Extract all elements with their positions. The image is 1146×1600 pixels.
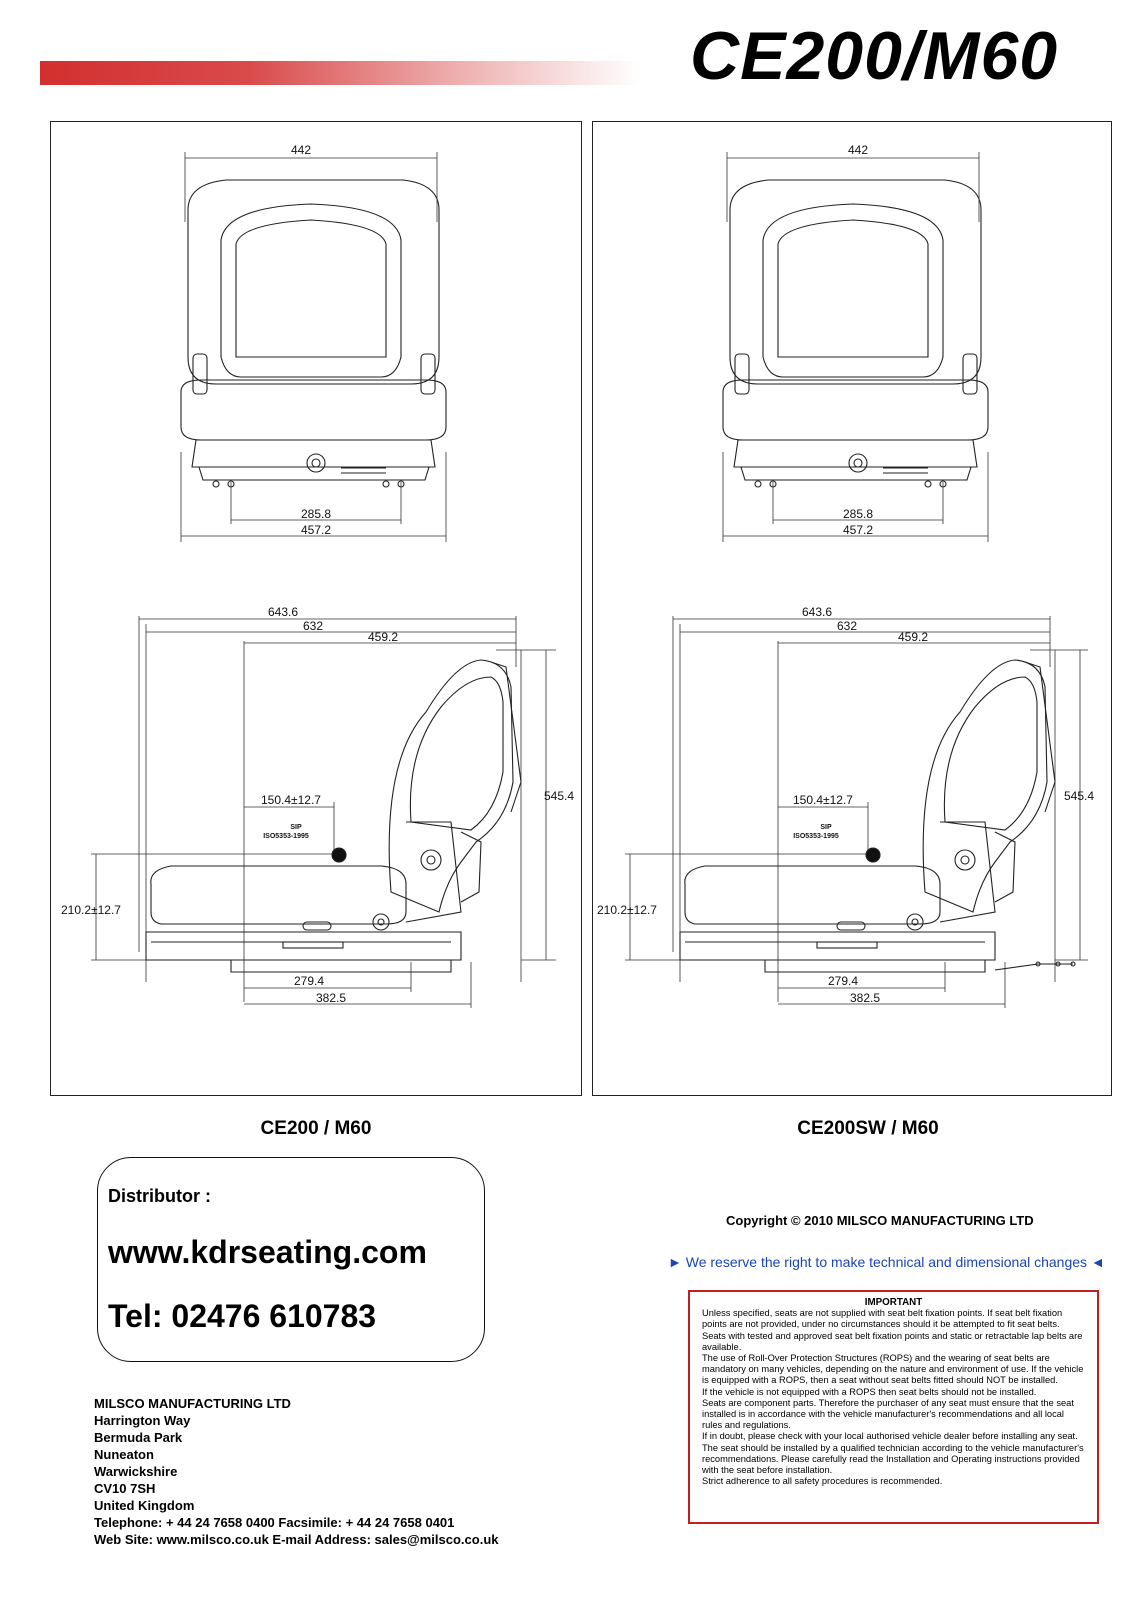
caption-ce200sw: CE200SW / M60 bbox=[797, 1118, 939, 1139]
dim-sip-height: 210.2±12.7 bbox=[597, 903, 657, 917]
important-notice-box bbox=[688, 1290, 1099, 1524]
manufacturer-address bbox=[94, 1395, 499, 1548]
dim-side-height: 545.4 bbox=[1063, 789, 1095, 803]
important-paragraph: Unless specified, seats are not supplied with seat belt fixation points. If seat belt fixation points are not provided, under no circumstances should it be attempted to fit seat belts. Seats with tested and approved seat belt fixation points and static or retractable lap belts are available. bbox=[702, 1308, 1083, 1352]
dim-front-width-442: 442 bbox=[847, 143, 869, 157]
seat-drawing-ce200 bbox=[51, 122, 583, 1097]
dim-front-base-width: 457.2 bbox=[842, 523, 874, 537]
sip-standard-label: ISO5353-1995 bbox=[263, 833, 309, 840]
seat-drawing-ce200sw bbox=[593, 122, 1113, 1097]
address-line: Harrington Way bbox=[94, 1413, 191, 1428]
address-line: United Kingdom bbox=[94, 1498, 195, 1513]
drawing-panel-ce200 bbox=[50, 121, 582, 1096]
dim-side-632: 632 bbox=[302, 619, 324, 633]
drawing-panel-ce200sw bbox=[592, 121, 1112, 1096]
dim-front-inner-width: 285.8 bbox=[300, 507, 332, 521]
dim-rail-279: 279.4 bbox=[293, 974, 325, 988]
dim-side-height: 545.4 bbox=[543, 789, 575, 803]
important-paragraph: If in doubt, please check with your local authorised vehicle dealer before installing any seat. The seat should be installed by a qualified technician according to the vehicle manufacturer's recommendations. Please carefully read the Installation and Operating instructions provided with the seat before installation. bbox=[702, 1431, 1084, 1476]
caption-ce200: CE200 / M60 bbox=[260, 1118, 372, 1139]
important-paragraph: The use of Roll-Over Protection Structures (ROPS) and the wearing of seat belts are mandatory on many vehicles, depending on the nature and environment of use. If the vehicle is equipped with a ROPS, then a seat without seat belts fitted should NOT be installed. bbox=[702, 1353, 1084, 1386]
dim-side-overall-length: 643.6 bbox=[267, 605, 299, 619]
address-line: CV10 7SH bbox=[94, 1481, 156, 1496]
address-line: MILSCO MANUFACTURING LTD bbox=[94, 1396, 291, 1411]
dim-rail-382: 382.5 bbox=[849, 991, 881, 1005]
sip-standard-label: ISO5353-1995 bbox=[793, 833, 839, 840]
important-paragraph: If the vehicle is not equipped with a ROPS then seat belts should not be installed. bbox=[702, 1386, 1037, 1397]
dim-front-inner-width: 285.8 bbox=[842, 507, 874, 521]
address-phone-line: Telephone: + 44 24 7658 0400 Facsimile: + 44 24 7658 0401 bbox=[94, 1515, 455, 1530]
dim-rail-279: 279.4 bbox=[827, 974, 859, 988]
dim-sip-offset: 150.4±12.7 bbox=[261, 793, 321, 807]
distributor-phone: Tel: 02476 610783 bbox=[108, 1298, 377, 1334]
address-web-line[interactable]: Web Site: www.milsco.co.uk E-mail Address: sales@milsco.co.uk bbox=[94, 1532, 499, 1547]
header-accent-bar bbox=[40, 61, 640, 85]
dim-side-632: 632 bbox=[836, 619, 858, 633]
dim-sip-height: 210.2±12.7 bbox=[61, 903, 121, 917]
dim-rail-382: 382.5 bbox=[315, 991, 347, 1005]
address-line: Nuneaton bbox=[94, 1447, 154, 1462]
address-line: Warwickshire bbox=[94, 1464, 178, 1479]
important-paragraph: Seats are component parts. Therefore the purchaser of any seat must ensure that the seat installed is in accordance with the vehicle manufacturer's recommendations and all local rules and regulations. bbox=[702, 1397, 1074, 1431]
page-title: CE200/M60 bbox=[690, 18, 1059, 94]
dim-sip-offset: 150.4±12.7 bbox=[793, 793, 853, 807]
dim-front-base-width: 457.2 bbox=[300, 523, 332, 537]
important-heading: IMPORTANT bbox=[864, 1297, 923, 1308]
dim-side-459: 459.2 bbox=[897, 630, 929, 644]
dim-side-overall-length: 643.6 bbox=[801, 605, 833, 619]
sip-label: SIP bbox=[290, 824, 302, 831]
dim-side-459: 459.2 bbox=[367, 630, 399, 644]
copyright-notice: Copyright © 2010 MILSCO MANUFACTURING LTD bbox=[726, 1213, 1034, 1228]
important-paragraph: Strict adherence to all safety procedures is recommended. bbox=[702, 1476, 943, 1487]
dim-front-width-442: 442 bbox=[290, 143, 312, 157]
address-line: Bermuda Park bbox=[94, 1430, 183, 1445]
rights-notice: ► We reserve the right to make technical and dimensional changes ◄ bbox=[668, 1254, 1105, 1270]
distributor-website[interactable]: www.kdrseating.com bbox=[108, 1234, 427, 1270]
sip-label: SIP bbox=[820, 824, 832, 831]
distributor-box bbox=[97, 1157, 485, 1362]
distributor-label: Distributor : bbox=[108, 1186, 211, 1206]
